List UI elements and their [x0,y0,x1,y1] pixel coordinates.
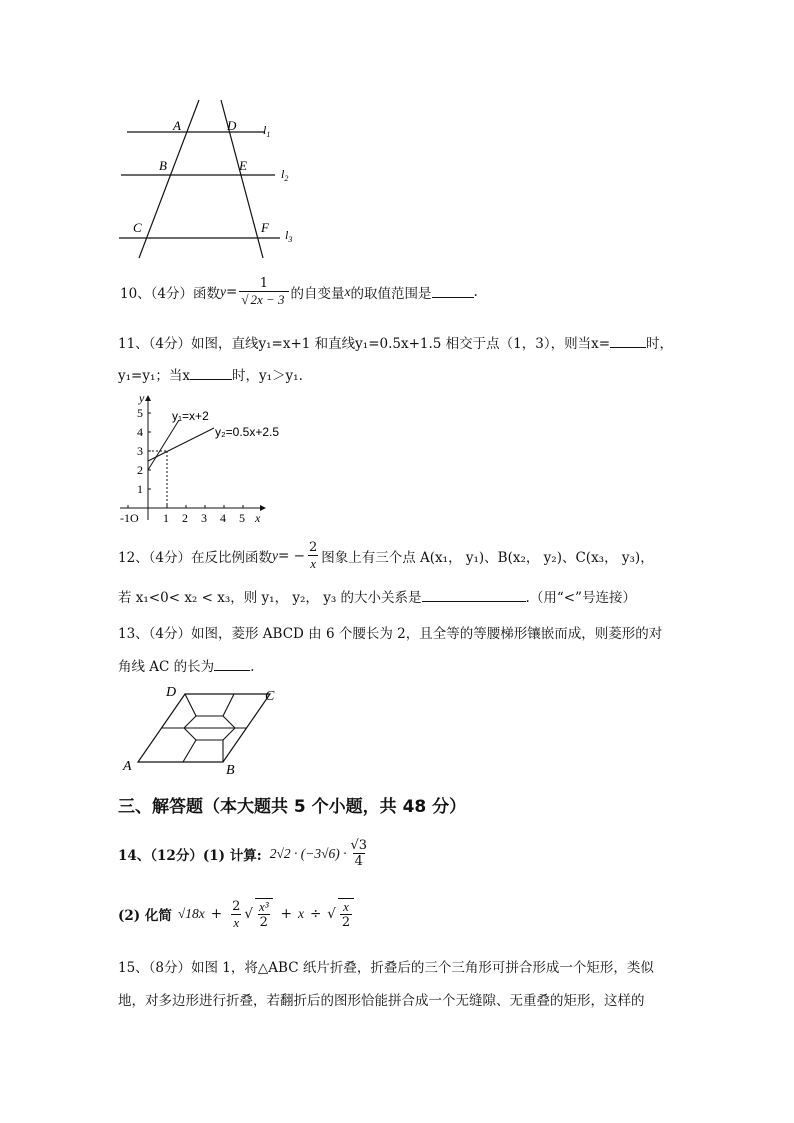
q10-x: x [344,283,351,299]
label-C: C [133,220,142,235]
origin-label: -1O [120,511,139,525]
q12-answer-blank[interactable] [422,589,526,602]
q10-answer-blank[interactable] [432,285,474,298]
q11-line-graph [115,392,305,527]
question-11-line2 [118,364,303,384]
q11-text2b: 时，y₁＞y₁. [232,368,303,384]
x-tick-label: 5 [239,511,245,525]
q11-answer-blank-2[interactable] [190,367,232,380]
line-y1 [148,420,179,470]
q12-rest: 图象上有三个点 A(x₁， y₁)、B(x₂， y₂)、C(x₃， y₃)， [321,549,654,566]
q14-part2-label: (2) 化简 [118,908,172,924]
q10-y: y [220,283,227,299]
q13-text2: 角线 AC 的长为 [118,659,215,675]
q10-mid: 的自变量 [290,285,345,302]
question-10 [120,276,478,307]
q13-text1: 13、（4分）如图，菱形 ABCD 由 6 个腰长为 2，且全等的等腰梯形镶嵌而成，则菱形的对 [118,626,663,642]
question-12-line1 [118,540,654,571]
q11-text1-end: 时， [646,336,674,352]
question-15-line1 [118,956,654,976]
section-3-title: 三、解答题（本大题共 5 个小题，共 48 分） [118,797,467,817]
q15-text2: 地，对多边形进行折叠，若翻折后的图形恰能拼合成一个无缝隙、无重叠的矩形，这样的 [118,993,645,1009]
y-axis-label: y [139,392,145,405]
question-14-part2 [118,898,356,930]
question-13-line2 [118,655,254,675]
q14-part1-numerator: √3 [350,838,368,853]
q10-eq: = [226,283,238,300]
line-y1-label: y₁=x+2 [172,409,209,423]
q14-part1-label: 14、（12分）(1) 计算: [118,847,262,864]
label-l1: $l_1$ [263,123,271,139]
q13-answer-blank[interactable] [214,658,250,671]
question-15-line2 [118,989,645,1009]
q14-part2-plus2: + [280,906,292,922]
q10-end: . [473,283,478,300]
q10-suffix: 的取值范围是 [350,285,432,302]
label-E: E [239,158,247,173]
question-14-part1 [118,838,371,869]
q14-part1-fraction [348,838,369,869]
question-13-line1 [118,622,662,642]
q14-part2-fraction [230,899,242,930]
q15-text1: 15、（8分）如图 1，将△ABC 纸片折叠，折叠后的三个三角形可拼合形成一个矩形，类似 [118,960,654,976]
question-12-line2 [118,586,636,606]
q14-part2-frac-den: x [233,914,240,930]
label-B: B [159,158,167,173]
y-tick-label: 3 [137,444,143,458]
q14-part1-denominator: 4 [354,854,363,869]
x-axis-label: x [255,511,261,525]
inner-line [183,740,196,762]
inner-line [223,716,235,728]
q14-part2-div: ÷ [309,906,322,922]
rhombus-figure [120,682,290,778]
line-y2-label: y₂=0.5x+2.5 [215,425,280,439]
label-F: F [261,220,269,235]
q10-fraction [239,276,288,307]
q14-part2-radical2: √ $\frac{x}{2}$ [327,898,356,930]
q11-text2a: y₁=y₁；当x [118,368,191,384]
label-l2: $l_2$ [281,167,289,183]
label-l3: $l_3$ [285,228,293,244]
q12-prefix: 12、（4分）在反比例函数 [118,549,273,566]
q10-numerator: 1 [259,276,269,291]
q12-numerator: 2 [308,540,318,555]
q14-part2-radicand2: $\frac{x}{2}$ [338,898,354,930]
label-A: A [123,759,132,774]
inner-line [184,716,196,728]
x-tick-label: 2 [182,511,188,525]
q14-part2-frac-num: 2 [232,898,241,914]
q14-part2-root: √18x [177,906,205,921]
label-D: D [227,118,237,133]
q12-eq: = − [278,547,305,564]
inner-line [184,728,196,740]
q12-denominator: x [310,556,316,571]
q14-part2-radical: √ $\frac{\text{x³}}{2}$ [244,898,274,930]
line-y2 [148,428,214,461]
x-tick-label: 3 [201,511,207,525]
x-tick-label: 4 [220,511,226,525]
q11-answer-blank-1[interactable] [610,335,646,348]
y-tick-label: 1 [137,482,143,496]
q12-y: y [272,547,279,563]
label-B: B [226,763,235,778]
q14-part1-expr: 2√2 · (−3√6) · [269,845,347,861]
inner-line [223,728,235,740]
y-tick-label: 2 [137,463,143,477]
label-A: A [173,118,181,133]
q14-part2-plus1: + [210,906,223,922]
q11-text1: 11、（4分）如图，直线y₁=x+1 和直线y₁=0.5x+1.5 相交于点（1，3），则当x= [118,336,611,352]
q14-part2-radicand: $\frac{\text{x³}}{2}$ [255,898,273,930]
q10-prefix: 10、（4分）函数 [120,285,221,302]
q12-fraction [307,540,319,571]
y-tick-label: 4 [137,425,143,439]
question-11-line1 [118,332,673,352]
y-tick-label: 5 [137,406,143,420]
inner-line [185,694,196,716]
transversal-left [139,100,199,258]
label-D: D [166,685,177,700]
q12-text2a: 若 x₁<0< x₂ < x₃，则 y₁， y₂， y₃ 的大小关系是 [118,590,422,606]
parallel-lines-figure [115,98,305,263]
q14-part2-x: x [297,906,304,921]
q12-text2b: .（用“<”号连接） [525,590,636,606]
x-tick-label: 1 [163,511,169,525]
inner-line [223,694,234,716]
q13-end: . [250,659,255,675]
label-C: C [265,689,275,704]
q10-denominator: √ 2x − 3 [239,291,288,307]
